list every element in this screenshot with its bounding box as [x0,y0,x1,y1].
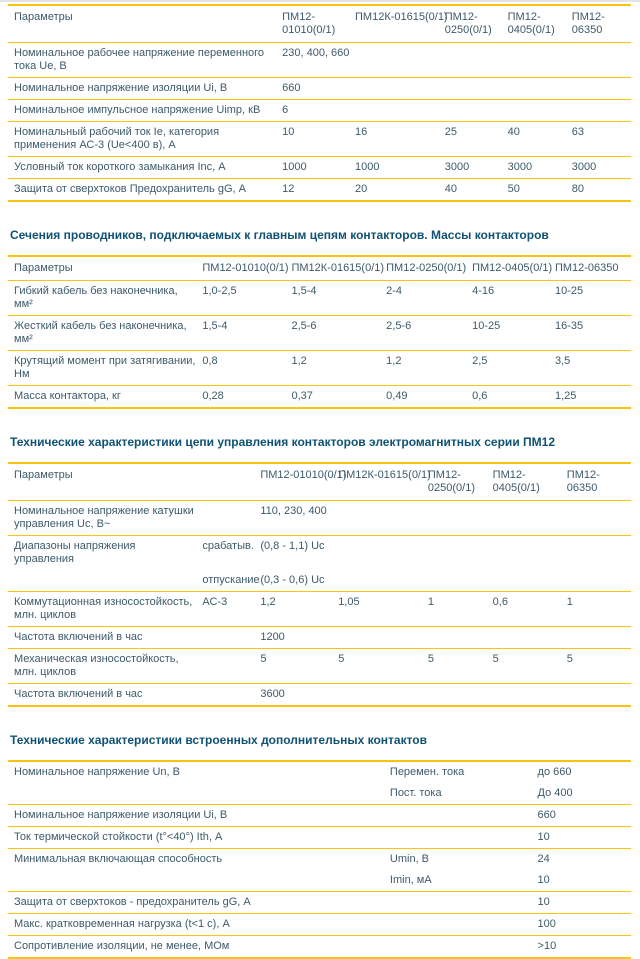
value-cell: 5 [260,649,338,684]
section-aux-contacts [8,733,631,959]
column-header: ПМ12К-01615(0/1) [291,256,386,281]
section-main-params [8,4,631,202]
value-cell [428,627,493,649]
param-label: Минимальная включающая способность [8,849,390,871]
value-cell [428,570,493,592]
column-header: ПМ12-01010(0/1) [202,256,291,281]
value-cell: 0,8 [202,351,291,386]
value-cell: 1,5-4 [202,316,291,351]
section-heading: Сечения проводников, подключаемых к главным цепям контакторов. Массы контакторов [10,228,549,242]
param-label: Защита от сверхтоков - предохранитель gG, А [8,892,390,914]
value-cell [428,536,493,571]
value-cell: 1,2 [386,351,472,386]
value-cell: 2-4 [386,281,472,316]
table-row [8,684,631,707]
value-cell: Перемен. тока [390,761,538,783]
value-cell: 0,6 [472,386,555,409]
param-label [8,570,202,592]
value-cell: (0,3 - 0,6) Uc [260,574,325,586]
value-cell [202,649,260,684]
section-conductor-sections [8,228,631,409]
value-cell: 16 [355,122,445,157]
control-circuit-table [8,462,631,707]
value-cell: 10 [282,122,355,157]
value-cell: 25 [445,122,508,157]
value-cell: отпускание [202,574,260,586]
specs-page [0,4,640,959]
value-cell [338,536,428,571]
value-cell [493,501,567,536]
value-cell [445,100,508,122]
column-header: ПМ12-0405(0/1) [508,5,572,43]
table-row [8,827,631,849]
column-header: ПМ12-0250(0/1) [445,5,508,43]
value-cell: До 400 [537,787,573,799]
column-header: ПМ12К-01615(0/1) [338,463,428,501]
column-header: ПМ12-0250(0/1) [386,256,472,281]
value-cell: 10 [538,827,631,849]
value-cell: 110, 230, 400 [260,501,338,536]
value-cell: 0,49 [386,386,472,409]
table-row [8,914,631,936]
value-cell: до 660 [538,761,631,783]
value-cell: 10 [537,874,550,886]
value-cell [202,627,260,649]
param-label [8,783,390,805]
value-cell [390,827,538,849]
value-cell [572,100,631,122]
main-params-table [8,4,631,202]
param-label: Номинальный рабочий ток Ie, категория применения АС-3 (Ue<400 в), А [8,122,282,157]
param-label: Макс. кратковременная нагрузка (t<1 с), А [8,914,390,936]
section-heading: Технические характеристики цепи управления контакторов электромагнитных серии ПМ12 [10,435,555,449]
value-cell: Umin, В [390,849,538,871]
table-row [8,870,631,892]
table-row [8,761,631,783]
value-cell [390,805,538,827]
value-cell [390,936,538,959]
value-cell: 1200 [260,627,338,649]
table-row [8,281,631,316]
param-label: Номинальное напряжение изоляции Ui, В [8,805,390,827]
value-cell: 40 [445,179,508,202]
value-cell: 6 [282,100,355,122]
section-control-circuit [8,435,631,707]
header-row [8,256,631,281]
value-cell: 1,2 [260,592,338,627]
value-cell: 50 [508,179,572,202]
column-header: ПМ12-0405(0/1) [493,463,567,501]
param-label: Условный ток короткого замыкания Inc, А [8,157,282,179]
value-cell [355,100,445,122]
header-row [8,5,631,43]
value-cell [567,627,631,649]
table-row [8,849,631,871]
table-row [8,805,631,827]
table-row [8,536,631,571]
value-cell [338,501,428,536]
value-cell: 10 [538,892,631,914]
column-header: ПМ12-0250(0/1) [428,463,493,501]
param-label: Гибкий кабель без наконечника, мм² [8,281,202,316]
top-divider [0,0,640,2]
value-cell: 0,28 [202,386,291,409]
value-cell [428,684,493,707]
param-label: Жесткий кабель без наконечника, мм² [8,316,202,351]
value-cell: 0,6 [493,592,567,627]
value-cell [493,627,567,649]
value-cell: 40 [508,122,572,157]
param-label: Диапазоны напряжения управления [8,536,202,571]
param-label: Номинальное рабочее напряжение переменного тока Ue, В [8,43,282,78]
column-header: ПМ12К-01615(0/1) [355,5,445,43]
column-header: ПМ12-0405(0/1) [472,256,555,281]
value-cell: 230, 400, 660 [282,43,355,78]
value-cell [390,914,538,936]
value-cell: 1 [428,592,493,627]
value-cell: 16-35 [555,316,631,351]
table-row [8,592,631,627]
param-label: Номинальное напряжение катушки управления Uc, В~ [8,501,202,536]
value-cell [567,536,631,571]
table-row [8,936,631,959]
value-cell: Пост. тока [389,787,442,799]
param-label: Масса контактора, кг [8,386,202,409]
value-cell: 5 [428,649,493,684]
value-cell: 1,05 [338,592,428,627]
column-header: ПМ12-01010(0/1) [282,5,355,43]
value-cell: 10-25 [472,316,555,351]
value-cell: 63 [572,122,631,157]
param-label: Номинальное напряжение изоляции Ui, В [8,78,282,100]
column-header: ПМ12-06350 [572,5,631,43]
value-cell [445,43,508,78]
param-label: Номинальное напряжение Un, В [8,761,390,783]
value-cell [338,570,428,592]
value-cell [338,627,428,649]
value-cell: 1000 [282,157,355,179]
value-cell: 660 [538,805,631,827]
value-cell: срабатыв. [202,536,260,571]
param-label: Сопротивление изоляции, не менее, МОм [8,936,390,959]
table-row [8,316,631,351]
value-cell: 1,25 [555,386,631,409]
value-cell [493,684,567,707]
value-cell: 660 [282,78,355,100]
value-cell: 3000 [508,157,572,179]
value-cell [338,684,428,707]
value-cell: 0,37 [291,386,386,409]
column-header: ПМ12-06350 [567,463,631,501]
value-cell: 2,5-6 [291,316,386,351]
value-cell [202,684,260,707]
value-cell [355,43,445,78]
value-cell [355,78,445,100]
table-row [8,570,631,592]
value-cell: 1,2 [291,351,386,386]
params-column-header: Параметры [8,463,260,501]
value-cell: Imin, мА [389,874,432,886]
table-row [8,157,631,179]
value-cell: 3000 [445,157,508,179]
value-cell: АС-3 [202,592,260,627]
value-cell [567,684,631,707]
value-cell: 5 [338,649,428,684]
param-label: Частота включений в час [8,627,202,649]
param-label: Частота включений в час [8,684,202,707]
table-row [8,649,631,684]
value-cell: 20 [355,179,445,202]
value-cell: >10 [538,936,631,959]
table-row [8,43,631,78]
column-header: ПМ12-01010(0/1) [260,463,338,501]
value-cell: 1 [567,592,631,627]
value-cell: 5 [493,649,567,684]
value-cell [493,570,567,592]
value-cell: 24 [538,849,631,871]
param-label: Механическая износостойкость, млн. циклов [8,649,202,684]
table-row [8,627,631,649]
params-column-header: Параметры [8,5,282,43]
param-label: Крутящий момент при затягивании, Нм [8,351,202,386]
value-cell: 3000 [572,157,631,179]
param-label: Ток термической стойкости (t°<40°) Ith, А [8,827,390,849]
value-cell [508,43,572,78]
value-cell: 1,5-4 [291,281,386,316]
value-cell: 1,0-2,5 [202,281,291,316]
value-cell [567,570,631,592]
conductor-sections-table [8,255,631,409]
table-row [8,100,631,122]
table-row [8,78,631,100]
value-cell [493,536,567,571]
value-cell: 10-25 [555,281,631,316]
section-heading: Технические характеристики встроенных дополнительных контактов [10,733,428,747]
value-cell: 100 [538,914,631,936]
value-cell: 80 [572,179,631,202]
param-label: Номинальное импульсное напряжение Uimp, кВ [8,100,282,122]
table-row [8,351,631,386]
value-cell: 2,5 [472,351,555,386]
value-cell [390,892,538,914]
param-label [8,870,390,892]
table-row [8,892,631,914]
value-cell [508,78,572,100]
table-row [8,783,631,805]
value-cell [508,100,572,122]
value-cell: 2,5-6 [386,316,472,351]
value-cell [202,501,260,536]
value-cell [428,501,493,536]
table-row [8,122,631,157]
value-cell [572,78,631,100]
params-column-header: Параметры [8,256,202,281]
aux-contacts-table [8,760,631,959]
header-row [8,463,631,501]
value-cell [567,501,631,536]
table-row [8,386,631,409]
column-header: ПМ12-06350 [555,256,631,281]
value-cell [445,78,508,100]
param-label: Коммутационная износостойкость, млн. циклов [8,592,202,627]
value-cell: 5 [567,649,631,684]
table-row [8,501,631,536]
value-cell: 4-16 [472,281,555,316]
value-cell: 3,5 [555,351,631,386]
table-row [8,179,631,202]
value-cell: (0,8 - 1,1) Uc [260,536,338,571]
value-cell: 1000 [355,157,445,179]
value-cell [572,43,631,78]
value-cell: 12 [282,179,355,202]
param-label: Защита от сверхтоков Предохранитель gG, А [8,179,282,202]
value-cell: 3600 [260,684,338,707]
